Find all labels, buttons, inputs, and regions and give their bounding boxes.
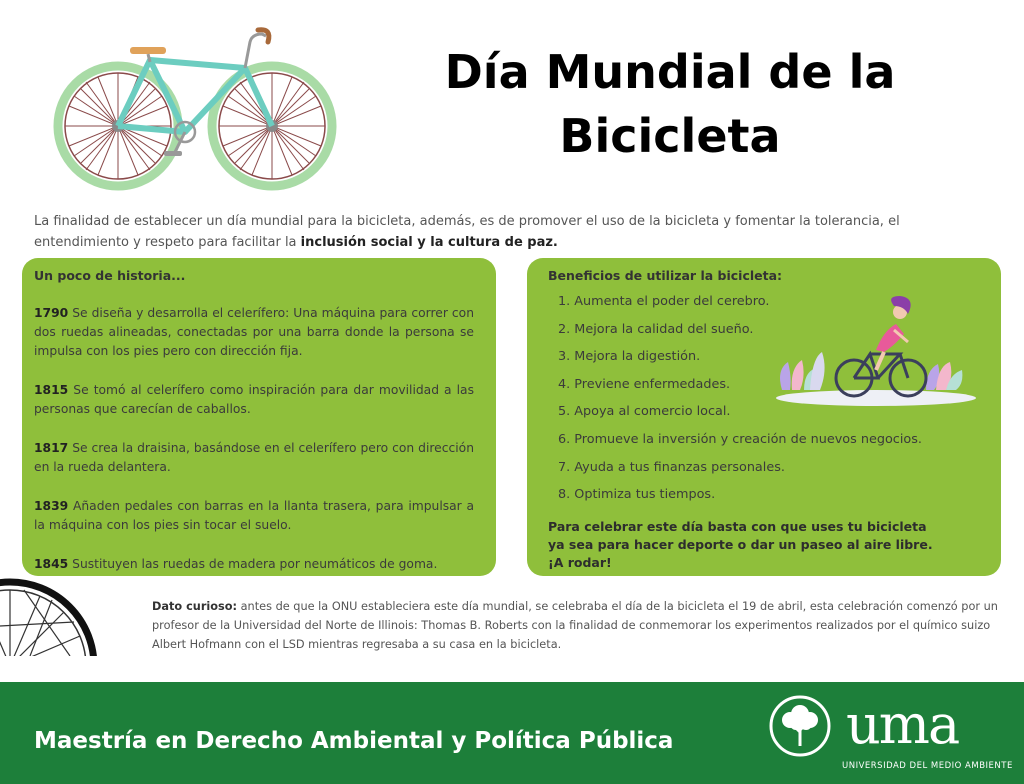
tree-logo-icon [768, 694, 832, 758]
entry-year: 1817 [34, 441, 69, 455]
history-entry [34, 439, 474, 477]
entry-year: 1839 [34, 499, 69, 513]
entry-year: 1815 [34, 383, 69, 397]
intro-emphasis: inclusión social y la cultura de paz. [300, 235, 558, 250]
closing-line: ¡A rodar! [548, 555, 612, 570]
entry-year: 1790 [34, 306, 69, 320]
benefits-closing [548, 518, 968, 572]
history-entry [34, 555, 474, 574]
entry-text: Se crea la draisina, basándose en el celerífero pero con dirección en la rueda delantera. [34, 441, 474, 474]
entry-text: Se diseña y desarrolla el celerífero: Una máquina para correr con dos ruedas alineadas, conectadas por una barra donde la persona se impulsa con los pies pero con dirección fija. [34, 306, 474, 358]
wheel-decoration [0, 566, 100, 656]
saddle [130, 47, 166, 54]
benefit-item: 6. Promueve la inversión y creación de nuevos negocios. [558, 432, 922, 447]
entry-text: Añaden pedales con barras en la llanta trasera, para impulsar a la máquina con los pies sin tocar el suelo. [34, 499, 474, 532]
title-line-2: Bicicleta [559, 109, 781, 163]
benefit-item: 7. Ayuda a tus finanzas personales. [558, 460, 785, 475]
bicycle-illustration [40, 20, 340, 200]
plants-right [926, 362, 962, 390]
entry-text: Se tomó al celerífero como inspiración para dar movilidad a las personas que carecían de caballos. [34, 383, 474, 416]
entry-year: 1845 [34, 557, 69, 571]
page-title [390, 40, 950, 168]
logo-wordmark: uma [846, 693, 959, 756]
history-heading: Un poco de historia... [34, 268, 186, 283]
history-entry [34, 304, 474, 361]
benefits-heading: Beneficios de utilizar la bicicleta: [548, 268, 783, 283]
benefit-item: 5. Apoya al comercio local. [558, 404, 731, 419]
benefit-item: 4. Previene enfermedades. [558, 377, 731, 392]
intro-text: La finalidad de establecer un día mundial para la bicicleta, además, es de promover el uso de la bicicleta y fomentar la tolerancia, el entendimiento y respeto para facilitar la [34, 214, 900, 250]
fun-fact-label: Dato curioso: [152, 600, 238, 613]
entry-text: Sustituyen las ruedas de madera por neumáticos de goma. [68, 557, 438, 571]
intro-paragraph [34, 211, 994, 253]
plants-left [780, 352, 825, 390]
closing-line: Para celebrar este día basta con que uses tu bicicleta [548, 519, 927, 534]
title-line-1: Día Mundial de la [444, 45, 896, 99]
benefit-item: 8. Optimiza tus tiempos. [558, 487, 716, 502]
logo-subtitle: UNIVERSIDAD DEL MEDIO AMBIENTE [842, 761, 1013, 771]
benefit-item: 3. Mejora la digestión. [558, 349, 701, 364]
closing-line: ya sea para hacer deporte o dar un paseo al aire libre. [548, 537, 933, 552]
benefit-item: 1. Aumenta el poder del cerebro. [558, 294, 770, 309]
footer-program-title: Maestría en Derecho Ambiental y Política Pública [34, 728, 674, 754]
history-entry [34, 497, 474, 535]
history-entry [34, 381, 474, 419]
fun-fact [152, 597, 1012, 654]
benefit-item: 2. Mejora la calidad del sueño. [558, 322, 754, 337]
fun-fact-text: antes de que la ONU estableciera este día mundial, se celebraba el día de la bicicleta el 19 de abril, esta celebración comenzó por un profesor de la Universidad del Norte de Illinois: Thomas B. Roberts con la finalidad de conmemorar los experimentos realizados por el químico suizo Albert Hofmann con el LSD mientras regresaba a su casa en la bicicleta. [152, 600, 998, 651]
cyclist-illustration [776, 290, 982, 410]
